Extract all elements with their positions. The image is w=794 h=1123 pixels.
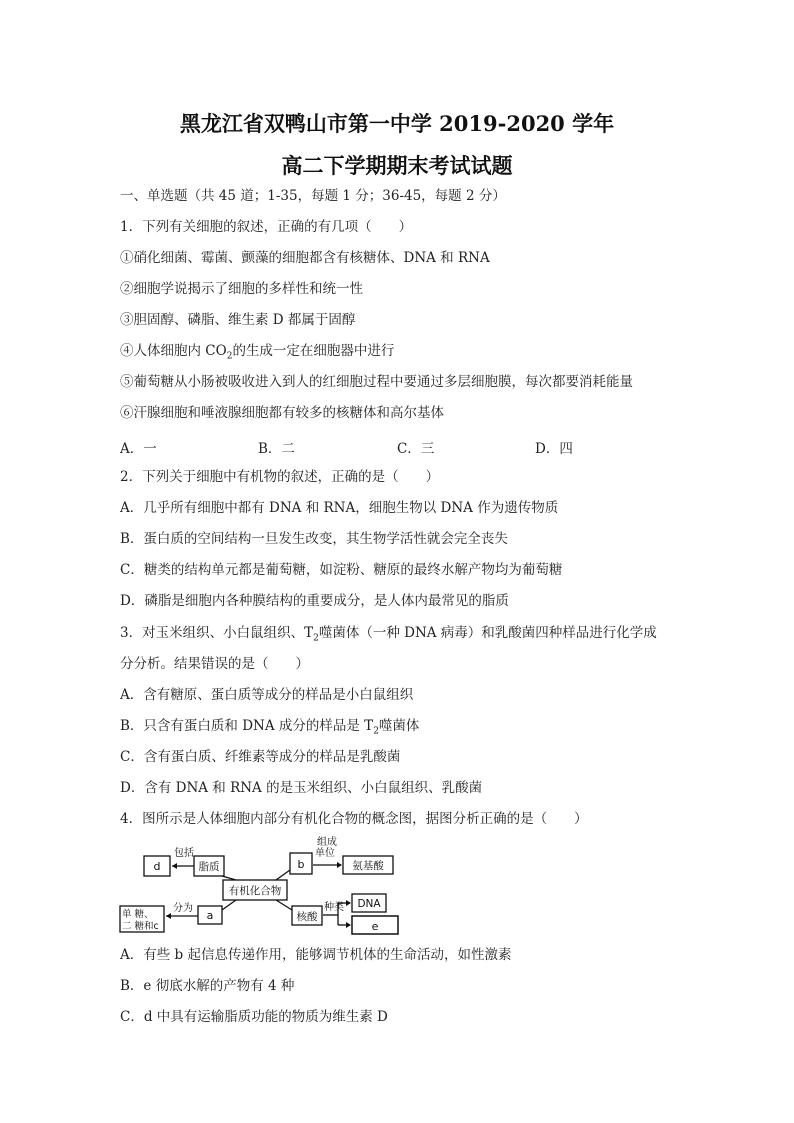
q3-option-c: C．含有蛋白质、纤维素等成分的样品是乳酸菌	[120, 749, 401, 765]
q3-option-a: A．含有糖原、蛋白质等成分的样品是小白鼠组织	[120, 687, 414, 703]
exam-title-line1: 黑龙江省双鸭山市第一中学 2019-2020 学年	[179, 111, 615, 136]
q3-stem-sub: 2	[313, 633, 319, 644]
q3-option-d: D．含有 DNA 和 RNA 的是玉米组织、小白鼠组织、乳酸菌	[120, 780, 483, 796]
q3-option-b-suffix: 噬菌体	[378, 718, 420, 734]
arrowhead-unit	[337, 862, 342, 868]
q1-item-1: ①硝化细菌、霉菌、颤藻的细胞都含有核糖体、DNA 和 RNA	[120, 250, 490, 266]
diagram-label-d: d	[153, 860, 161, 873]
q1-item-6: ⑥汗腺细胞和唾液腺细胞都有较多的核糖体和高尔基体	[120, 405, 444, 421]
diagram-label-nucleic: 核酸	[296, 911, 318, 923]
diagram-label-b: b	[297, 858, 305, 871]
q2-option-c: C．糖类的结构单元都是葡萄糖，如淀粉、糖原的最终水解产物均为葡萄糖	[120, 562, 563, 578]
arrowhead-include	[172, 863, 177, 869]
q4-option-a: A．有些 b 起信息传递作用，能够调节机体的生命活动，如性激素	[120, 947, 512, 963]
q3-option-b	[120, 717, 419, 741]
section-heading: 一、单选题（共 45 道；1-35，每题 1 分；36-45，每题 2 分）	[120, 188, 506, 204]
q4-stem: 4．图所示是人体细胞内部分有机化合物的概念图，据图分析正确的是（ ）	[120, 811, 588, 827]
q1-stem: 1．下列有关细胞的叙述，正确的有几项（ ）	[120, 219, 413, 235]
q1-option-d: D．四	[535, 441, 573, 457]
q3-option-b-sub: 2	[373, 726, 379, 737]
q3-stem-line1	[120, 624, 657, 648]
diagram-label-include: 包括	[174, 848, 194, 859]
diagram-label-a: a	[206, 909, 214, 922]
q4-option-c: C．d 中具有运输脂质功能的物质为维生素 D	[120, 1009, 388, 1025]
q3-stem-line2: 分分析。结果错误的是（ ）	[120, 656, 309, 672]
diagram-label-dna: DNA	[357, 898, 381, 910]
q4-option-b: B．e 彻底水解的产物有 4 种	[120, 978, 295, 994]
diagram-label-amino: 氨基酸	[352, 860, 384, 872]
q3-option-b-prefix: B．只含有蛋白质和 DNA 成分的样品是 T	[120, 718, 374, 734]
link-b	[276, 870, 290, 880]
diagram-label-center: 有机化合物	[228, 885, 282, 897]
exam-title-line2: 高二下学期期末考试试题	[281, 153, 513, 178]
diagram-label-unit1: 组成	[317, 837, 337, 848]
arrowhead-e	[346, 922, 351, 928]
q2-option-b: B．蛋白质的空间结构一旦发生改变，其生物学活性就会完全丧失	[120, 531, 508, 547]
diagram-label-divide: 分为	[173, 903, 193, 914]
q1-item-4-suffix: 的生成一定在细胞器中进行	[232, 343, 395, 359]
q2-option-d: D．磷脂是细胞内各种膜结构的重要成分，是人体内最常见的脂质	[120, 593, 509, 609]
arrowhead-dna	[346, 900, 351, 906]
q1-item-5: ⑤葡萄糖从小肠被吸收进入到人的红细胞过程中要通过多层细胞膜，每次都要消耗能量	[120, 374, 633, 390]
q1-option-c: C．三	[397, 441, 435, 457]
link-nucleic	[276, 900, 292, 910]
q1-item-4-sub: 2	[226, 351, 233, 362]
diagram-label-kind: 种类	[324, 902, 344, 913]
q1-option-a: A．一	[120, 441, 157, 457]
link-a	[222, 900, 236, 910]
q1-item-3: ③胆固醇、磷脂、维生素 D 都属于固醇	[120, 312, 356, 328]
arrowhead-divide	[166, 913, 171, 919]
diagram-label-lipid: 脂质	[198, 861, 220, 873]
q1-item-4	[120, 342, 394, 366]
q1-item-4-prefix: ④人体细胞内 CO	[120, 343, 227, 359]
q1-item-2: ②细胞学说揭示了细胞的多样性和统一性	[120, 281, 363, 297]
q3-stem-prefix: 3．对玉米组织、小白鼠组织、T	[120, 625, 314, 641]
diagram-label-mono1: 单 糖、	[122, 909, 154, 920]
diagram-label-mono2: 二 糖和c	[122, 921, 159, 932]
q1-option-b: B．二	[258, 441, 295, 457]
q3-stem-suffix: 噬菌体（一种 DNA 病毒）和乳酸菌四种样品进行化学成	[318, 625, 657, 641]
diagram-label-e: e	[371, 920, 379, 933]
diagram-label-unit2: 单位	[315, 848, 335, 859]
q2-stem: 2．下列关于细胞中有机物的叙述，正确的是（ ）	[120, 469, 440, 485]
q4-concept-diagram	[118, 836, 408, 936]
q2-option-a: A．几乎所有细胞中都有 DNA 和 RNA，细胞生物以 DNA 作为遗传物质	[120, 500, 559, 516]
